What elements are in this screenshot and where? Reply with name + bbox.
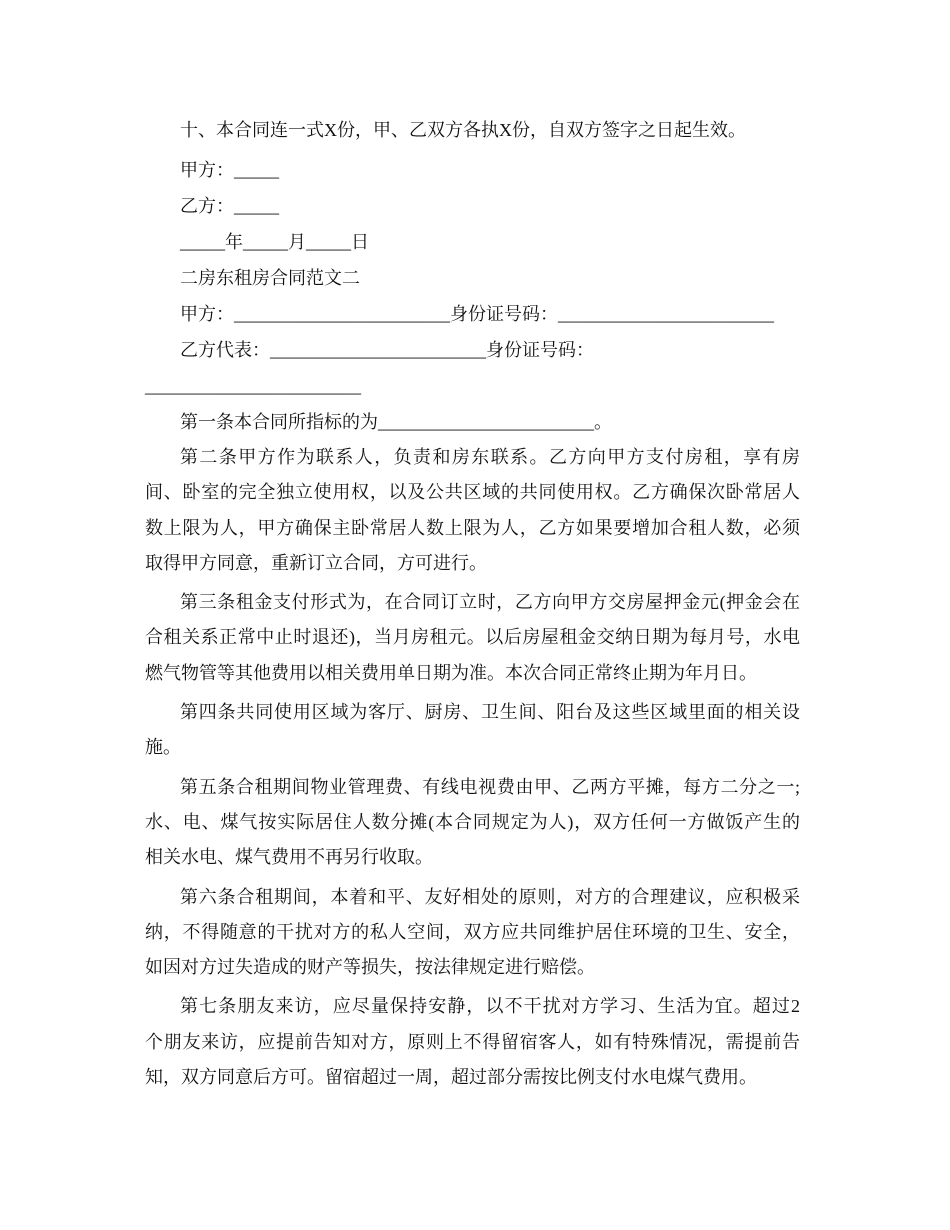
party-b-representative-line: 乙方代表：________________________身份证号码： xyxy=(180,340,594,360)
article-5-line-1: 第五条合租期间物业管理费、有线电视费由甲、乙两方平摊，每方二分之一; xyxy=(180,776,800,797)
article-2-line-3: 数上限为人，甲方确保主卧常居人数上限为人，乙方如果要增加合租人数，必须 xyxy=(145,517,800,538)
article-1-line-1: 第一条本合同所指标的为________________________。 xyxy=(180,412,612,432)
article-4-line-2: 施。 xyxy=(145,737,181,758)
article-2-line-1: 第二条甲方作为联系人，负责和房东联系。乙方向甲方支付房租，享有房 xyxy=(180,447,800,467)
article-4 xyxy=(145,695,800,766)
article-7-line-1: 第七条朋友来访，应尽量保持安静，以不干扰对方学习、生活为宜。超过2 xyxy=(180,996,800,1017)
article-5-line-2: 水、电、煤气按实际居住人数分摊(本合同规定为人)，双方任何一方做饭产生的 xyxy=(145,811,800,832)
article-2 xyxy=(145,440,800,581)
party-a-id-line: 甲方：________________________身份证号码：________________________ xyxy=(180,304,774,324)
article-7-line-2: 个朋友来访，应提前告知对方，原则上不得留宿客人，如有特殊情况，需提前告 xyxy=(145,1031,800,1052)
article-6-line-3: 如因对方过失造成的财产等损失，按法律规定进行赔偿。 xyxy=(145,957,595,978)
section-title: 二房东租房合同范文二 xyxy=(180,268,360,288)
effective-clause: 十、本合同连一式X份，甲、乙双方各执X份，自双方签字之日起生效。 xyxy=(180,120,746,140)
article-3 xyxy=(145,585,800,691)
party-b-signature: 乙方：_____ xyxy=(180,196,279,216)
article-5 xyxy=(145,770,800,876)
article-7-line-3: 知，双方同意后方可。留宿超过一周，超过部分需按比例支付水电煤气费用。 xyxy=(145,1067,757,1088)
article-6-line-2: 纳，不得随意的干扰对方的私人空间，双方应共同维护居住环境的卫生、安全， xyxy=(145,921,800,942)
document-body xyxy=(145,112,800,1095)
article-1 xyxy=(145,404,800,440)
article-3-line-2: 合租关系正常中止时退还)，当月房租元。以后房屋租金交纳日期为每月号，水电 xyxy=(145,627,800,648)
article-6-line-1: 第六条合租期间，本着和平、友好相处的原则，对方的合理建议，应积极采 xyxy=(180,886,800,907)
article-4-line-1: 第四条共同使用区域为客厅、厨房、卫生间、阳台及这些区域里面的相关设 xyxy=(180,702,800,723)
article-3-line-1: 第三条租金支付形式为，在合同订立时，乙方向甲方交房屋押金元(押金会在 xyxy=(180,592,800,613)
article-5-line-3: 相关水电、煤气费用不再另行收取。 xyxy=(145,847,433,868)
article-2-line-2: 间、卧室的完全独立使用权，以及公共区域的共同使用权。乙方确保次卧常居人 xyxy=(145,482,800,503)
party-a-signature: 甲方：_____ xyxy=(180,160,279,180)
signing-date: _____年_____月_____日 xyxy=(180,232,369,252)
article-2-line-4: 取得甲方同意，重新订立合同，方可进行。 xyxy=(145,552,487,573)
article-7 xyxy=(145,989,800,1095)
party-b-id-blank: ________________________ xyxy=(145,376,361,396)
article-6 xyxy=(145,880,800,986)
article-3-line-3: 燃气物管等其他费用以相关费用单日期为准。本次合同正常终止期为年月日。 xyxy=(145,662,757,683)
